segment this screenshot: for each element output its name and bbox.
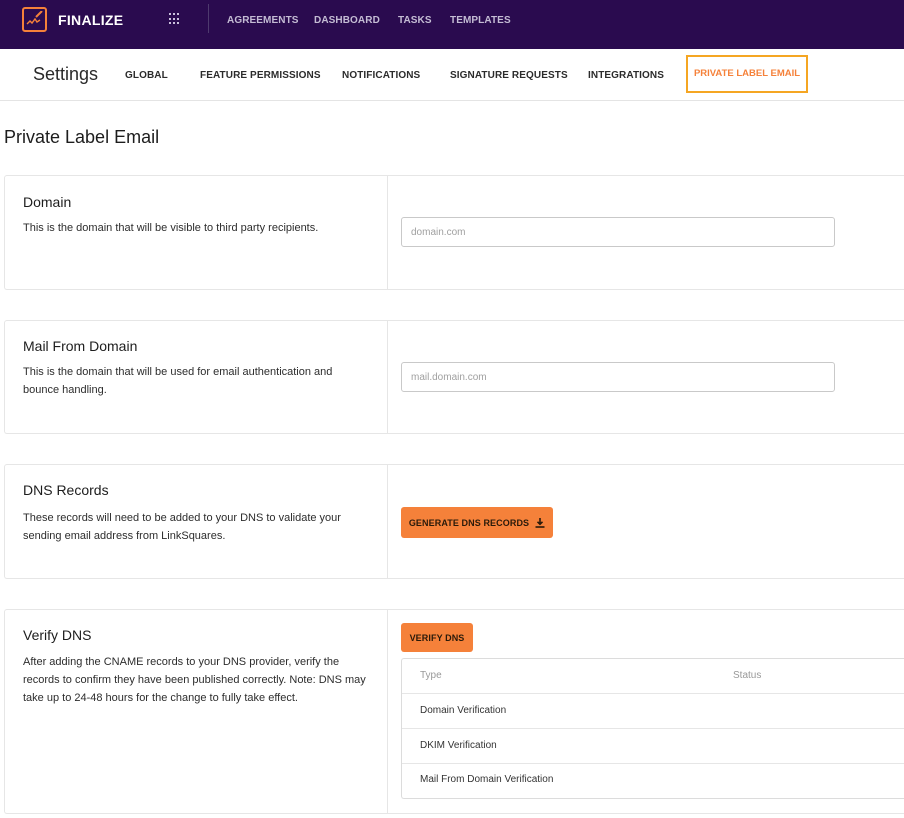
domain-description: This is the domain that will be visible to third party recipients. — [23, 222, 319, 234]
table-header-row — [402, 659, 904, 694]
tab-signature-requests[interactable]: SIGNATURE REQUESTS — [450, 70, 568, 81]
generate-dns-records-label: GENERATE DNS RECORDS — [408, 517, 530, 528]
mail-from-card — [4, 320, 904, 434]
verify-dns-card-info — [5, 610, 388, 813]
nav-agreements[interactable]: AGREEMENTS — [227, 15, 299, 26]
dns-records-heading: DNS Records — [23, 482, 109, 498]
domain-input[interactable] — [401, 217, 835, 247]
apps-grid-icon[interactable] — [169, 13, 181, 25]
generate-dns-records-button[interactable] — [401, 507, 553, 538]
domain-card — [4, 175, 904, 290]
brand-name[interactable]: FINALIZE — [58, 12, 124, 28]
dns-status-table — [401, 658, 904, 799]
row-type: DKIM Verification — [420, 740, 497, 751]
nav-templates[interactable]: TEMPLATES — [450, 15, 511, 26]
dns-records-card — [4, 464, 904, 579]
tab-integrations[interactable]: INTEGRATIONS — [588, 70, 665, 81]
nav-tasks[interactable]: TASKS — [398, 15, 432, 26]
tab-feature-permissions[interactable]: FEATURE PERMISSIONS — [200, 70, 321, 81]
nav-divider — [208, 4, 209, 33]
top-nav-bar — [0, 0, 904, 49]
verify-dns-button[interactable]: VERIFY DNS — [401, 623, 473, 652]
verify-dns-heading: Verify DNS — [23, 627, 92, 643]
download-icon — [535, 518, 545, 528]
mail-from-heading: Mail From Domain — [23, 338, 138, 354]
settings-subnav — [0, 49, 904, 101]
row-type: Domain Verification — [420, 705, 507, 716]
dns-records-description: These records will need to be added to your DNS to validate your sending email address from LinkSquares. — [23, 512, 341, 542]
table-row — [402, 763, 904, 798]
verify-dns-card — [4, 609, 904, 814]
page-title: Private Label Email — [4, 127, 160, 147]
domain-card-info — [5, 176, 388, 289]
column-header-type: Type — [420, 670, 442, 681]
finalize-logo-icon[interactable] — [22, 7, 47, 32]
tab-global[interactable]: GLOBAL — [125, 70, 168, 81]
column-header-status: Status — [733, 670, 762, 681]
mail-from-input[interactable] — [401, 362, 835, 392]
nav-dashboard[interactable]: DASHBOARD — [314, 15, 380, 26]
mail-from-description: This is the domain that will be used for email authentication and bounce handling. — [23, 366, 333, 396]
dns-records-card-info — [5, 465, 388, 578]
settings-title: Settings — [33, 64, 99, 84]
mail-from-card-info — [5, 321, 388, 433]
verify-dns-description: After adding the CNAME records to your DNS provider, verify the records to confirm they have been published correctly. Note: DNS may take up to 24-48 hours for the change to fully take effect. — [23, 656, 366, 704]
row-type: Mail From Domain Verification — [420, 774, 554, 785]
table-row — [402, 729, 904, 764]
domain-heading: Domain — [23, 194, 72, 210]
table-row — [402, 694, 904, 729]
tab-private-label-email[interactable]: PRIVATE LABEL EMAIL — [686, 55, 808, 93]
tab-notifications[interactable]: NOTIFICATIONS — [342, 70, 421, 81]
